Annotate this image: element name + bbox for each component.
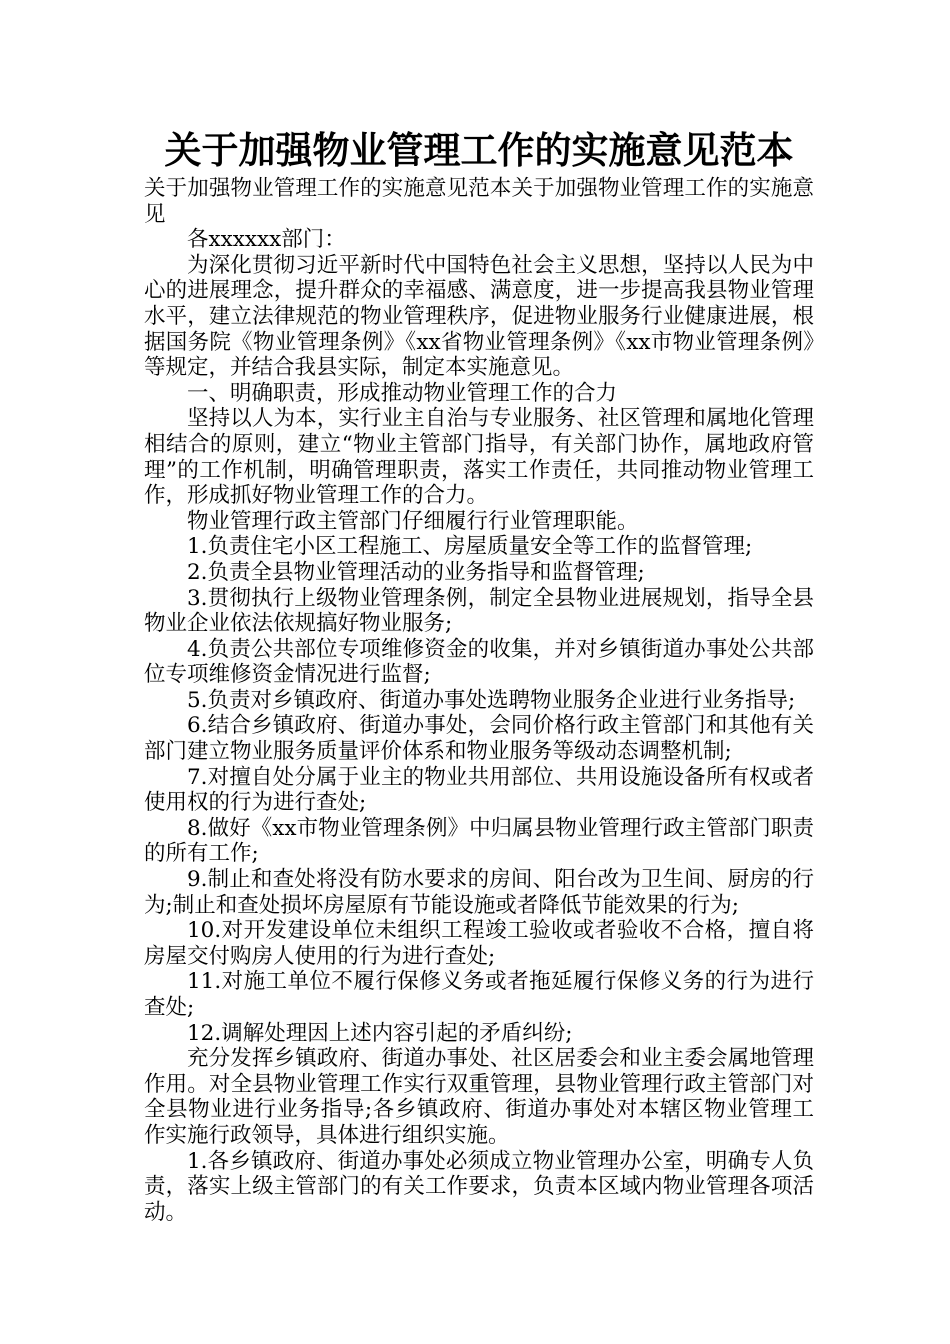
subtitle-paragraph: 关于加强物业管理工作的实施意见范本关于加强物业管理工作的实施意见 (144, 176, 814, 227)
list-item: 7.对擅自处分属于业主的物业共用部位、共用设施设备所有权或者使用权的行为进行查处; (144, 764, 814, 816)
document-title: 关于加强物业管理工作的实施意见范本 (164, 129, 794, 172)
list-item: 11.对施工单位不履行保修义务或者拖延履行保修义务的行为进行查处; (144, 969, 814, 1020)
body-paragraph: 物业管理行政主管部门仔细履行行业管理职能。 (187, 508, 639, 534)
section-heading-1: 一、明确职责，形成推动物业管理工作的合力 (187, 380, 618, 406)
body-paragraph: 充分发挥乡镇政府、街道办事处、社区居委会和业主委会属地管理作用。对全县物业管理工作实行双重管理，县物业管理行政主管部门对全县物业进行业务指导;各乡镇政府、街道办事处对本辖区物业管理工作实施行政领导，具体进行组织实施。 (144, 1046, 814, 1148)
addressee-paragraph: 各xxxxxx部门： (187, 227, 346, 253)
body-paragraph: 坚持以人为本，实行业主自治与专业服务、社区管理和属地化管理相结合的原则，建立“物业主管部门指导，有关部门协作，属地政府管理”的工作机制，明确管理职责，落实工作责任，共同推动物业管理工作，形成抓好物业管理工作的合力。 (144, 406, 814, 509)
list-item: 1.负责住宅小区工程施工、房屋质量安全等工作的监督管理; (187, 534, 753, 560)
intro-paragraph: 为深化贯彻习近平新时代中国特色社会主义思想，坚持以人民为中心的进展理念，提升群众的幸福感、满意度，进一步提高我县物业管理水平，建立法律规范的物业管理秩序，促进物业服务行业健康进展，根据国务院《物业管理条例》《xx省物业管理条例》《xx市物业管理条例》等规定，并结合我县实际，制定本实施意见。 (144, 252, 814, 381)
list-item: 2.负责全县物业管理活动的业务指导和监督管理; (187, 559, 645, 585)
list-item: 8.做好《xx市物业管理条例》中归属县物业管理行政主管部门职责的所有工作; (144, 815, 814, 867)
list-item: 3.贯彻执行上级物业管理条例，制定全县物业进展规划，指导全县物业企业依法依规搞好物业服务; (144, 585, 814, 637)
list-item: 6.结合乡镇政府、街道办事处，会同价格行政主管部门和其他有关部门建立物业服务质量评价体系和物业服务等级动态调整机制; (144, 713, 814, 765)
list-item: 12.调解处理因上述内容引起的矛盾纠纷; (187, 1020, 573, 1046)
list-item: 1.各乡镇政府、街道办事处必须成立物业管理办公室，明确专人负责，落实上级主管部门的有关工作要求，负责本区域内物业管理各项活动。 (144, 1148, 814, 1225)
list-item: 5.负责对乡镇政府、街道办事处选聘物业服务企业进行业务指导; (187, 687, 796, 713)
list-item: 9.制止和查处将没有防水要求的房间、阳台改为卫生间、厨房的行为;制止和查处损坏房屋原有节能设施或者降低节能效果的行为; (144, 867, 814, 918)
document-page (144, 126, 814, 1225)
list-item: 4.负责公共部位专项维修资金的收集，并对乡镇街道办事处公共部位专项维修资金情况进行监督; (144, 636, 814, 688)
list-item: 10.对开发建设单位未组织工程竣工验收或者验收不合格，擅自将房屋交付购房人使用的行为进行查处; (144, 918, 814, 969)
